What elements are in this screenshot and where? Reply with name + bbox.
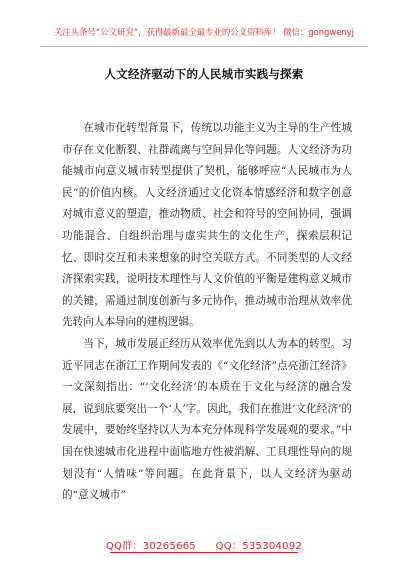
document-title: 人文经济驱动下的人民城市实践与探索 xyxy=(104,67,304,81)
document-body xyxy=(62,118,352,507)
footer-contact xyxy=(0,537,408,552)
header-divider xyxy=(40,46,368,47)
footer-underline xyxy=(110,552,298,553)
paragraph-2: 当下，城市发展正经历从效率优先到以人为本的转型。习近平同志在浙江工作期间发表的《“文化经济”点亮浙江经济》一文深刻指出：“‘文化经济’的本质在于文化与经济的融合发展，说到底要突出一个‘人’字。因此，我们在推进‘文化经济’的发展中，要始终坚持以人为本充分体现科学发展观的要求。”中国在快速城市化进程中面临地方性被消解、工具理性导向的规划没有“人情味”等问题。在此背景下，以人文经济为驱动的“意义城市” xyxy=(62,337,352,502)
footer-qq-number: QQ：535304092 xyxy=(215,541,303,552)
footer-qq-group: QQ群：30265665 xyxy=(105,541,197,552)
paragraph-1: 在城市化转型背景下，传统以功能主义为主导的生产性城市存在文化断裂、社群疏离与空间异化等问题。人文经济为功能城市向意义城市转型提供了契机，能够呼应“人民城市为人民”的价值内核。人文经济通过文化资本情感经济和数字创意对城市意义的塑造，推动物质、社会和符号的空间协同，强调功能混合、自组织治理与虚实共生的文化生产，探索层积记忆、即时交互和未来想象的时空关联方式。不同类型的人文经济探索实践，说明技术理性与人文价值的平衡是建构意义城市的关键，需通过制度创新与多元协作，推动城市治理从效率优先转向人本导向的建构逻辑。 xyxy=(62,122,352,329)
header-promo-note: 关注头条号“公文研究”，获得最新最全最专业的公文资料库！ 微信：gongwenyj xyxy=(54,27,354,37)
